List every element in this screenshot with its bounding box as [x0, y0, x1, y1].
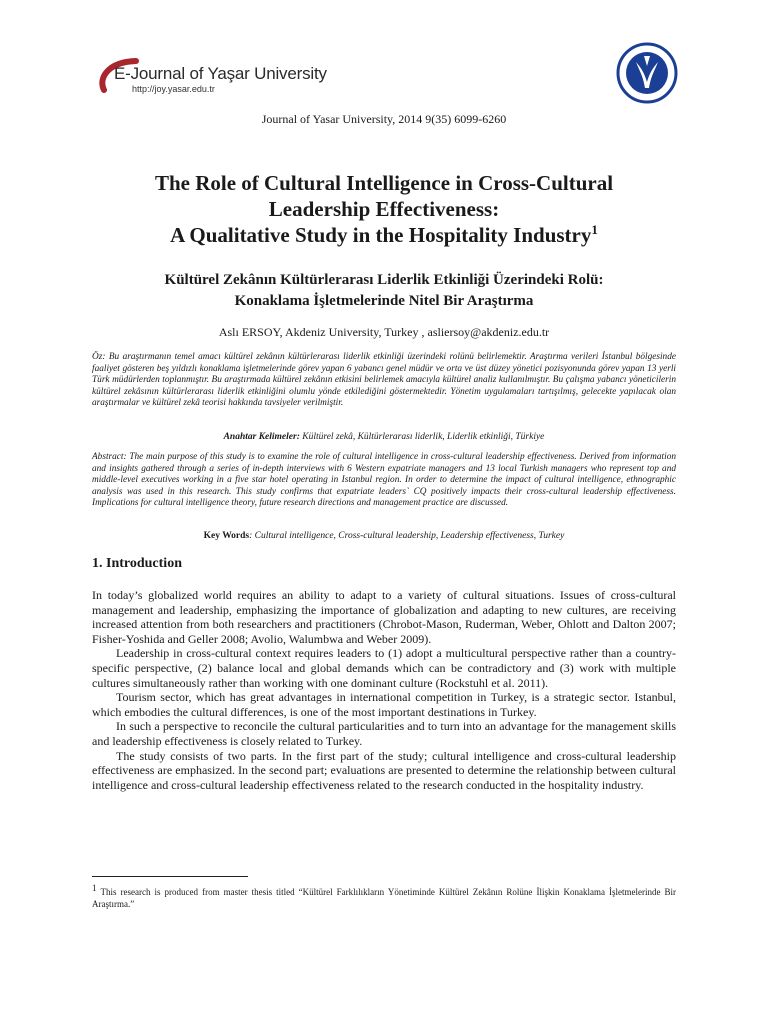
keywords-english-text: : Cultural intelligence, Cross-cultural leadership, Leadership effectiveness, Turkey — [249, 531, 565, 541]
footnote — [92, 882, 676, 910]
footnote-mark: 1 — [92, 883, 97, 893]
subtitle-line-1: Kültürel Zekânın Kültürlerarası Liderlik Etkinliği Üzerindeki Rolü: — [164, 272, 604, 288]
paper-subtitle-turkish — [80, 270, 688, 312]
logo-url: http://joy.yasar.edu.tr — [132, 84, 215, 94]
journal-reference: Journal of Yasar University, 2014 9(35) 6099-6260 — [261, 112, 507, 126]
keywords-turkish-label: Anahtar Kelimeler: — [223, 432, 300, 442]
subtitle-line-2: Konaklama İşletmelerinde Nitel Bir Araştırma — [234, 293, 534, 309]
paragraph: Leadership in cross-cultural context requires leaders to (1) adopt a multicultural perspective rather than a country-specific perspective, (2) balance local and global demands which can be contradictory and (3) work with multiple cultures simultaneously rather than working with one dominant culture (Rockstuhl et al. 2011). — [92, 646, 676, 690]
keywords-turkish — [0, 432, 768, 442]
introduction-body — [92, 588, 676, 792]
keywords-turkish-text: Kültürel zekâ, Kültürlerarası liderlik, Liderlik etkinliği, Türkiye — [299, 432, 545, 442]
paragraph: In today’s globalized world requires an ability to adapt to a variety of cultural situations. Issues of cross-cultural management and leadership, emphasizing the importance of globalization and adapting to new cultures, are receiving increased attention from both researchers and practitioners (Chrobot-Mason, Ruderman, Weber, Ohlott and Dalton 2007; Fisher-Yoshida and Geller 2008; Avolio, Walumbwa and Weber 2009). — [92, 588, 676, 646]
title-line-1: The Role of Cultural Intelligence in Cross-Cultural — [154, 171, 614, 195]
footnote-text: This research is produced from master thesis titled “Kültürel Farklılıkların Yönetiminde Kültürel Zekânın Rolüne İlişkin Konaklama İşletmelerinde Bir Araştırma.” — [92, 887, 676, 909]
title-line-2: Leadership Effectiveness: — [268, 197, 500, 221]
abstract-turkish: Öz: Bu araştırmanın temel amacı kültürel zekânın kültürlerarası liderlik etkinliği üzerindeki rolünü belirlemektir. Araştırma verileri İstanbul bölgesinde faaliyet gösteren beş yıldızlı konaklama işletmelerinde görev yapan 6 yabancı genel müdür ve orta ve üst düzey yönetici pozisyonunda görev yapan 13 yerli Türk müdürlerden toplanmıştır. Bu araştırmada kültürel zekânın etkisini belirlemek amacıyla kültürel analiz kullanılmıştır. Bu çalışma yabancı yöneticilerin kültürel zekâsının kültürlerarası liderlik etkinliğini olumlu yönde etkilediğini göstermektedir. Yönetim uygulamaları tartışılmış, gelecekte yapılacak olan araştırmalar ve kültürel zekâ teorisi hakkında tavsiyeler verilmiştir. — [92, 352, 676, 409]
paragraph: Tourism sector, which has great advantages in international competition in Turkey, is a strategic sector. Istanbul, which embodies the cultural differences, is one of the most important destinations in Turkey. — [92, 690, 676, 719]
journal-logo[interactable] — [96, 56, 327, 100]
keywords-english — [0, 531, 768, 541]
footnote-divider — [92, 876, 248, 877]
paragraph: The study consists of two parts. In the first part of the study; cultural intelligence and cross-cultural leadership effectiveness are emphasized. In the second part; evaluations are presented to determine the relationship between cultural intelligence and cross-cultural leadership effectiveness related to the research conducted in the hospitality industry. — [92, 748, 676, 792]
keywords-english-label: Key Words — [203, 531, 250, 541]
title-footnote-mark[interactable]: 1 — [591, 222, 598, 237]
author-line: Aslı ERSOY, Akdeniz University, Turkey , asliersoy@akdeniz.edu.tr — [218, 325, 550, 339]
paragraph: In such a perspective to reconcile the cultural particularities and to turn into an advantage for the management skills and leadership effectiveness is closely related to Turkey. — [92, 719, 676, 748]
title-line-3: A Qualitative Study in the Hospitality Industry$^1$ — [170, 222, 598, 247]
university-seal-icon — [616, 42, 678, 104]
logo-title: E-Journal of Yaşar University — [114, 64, 327, 83]
abstract-english: Abstract: The main purpose of this study is to examine the role of cultural intelligence in cross-cultural leadership effectiveness. Derived from information and insights gathered through a series of in-depth interviews with 6 Western expatriate managers and 13 local Turkish managers who represent top and middle-level executives working in a five star hotel operating in Istanbul region. In order to determine the impact of cultural intelligence, ethnographic analysis was used in this research. This study confirms that expatriate leaders` CQ positively impacts their cross-cultural leadership effectiveness. Implications for cultural intelligence theory, future research directions and management practice are discussed. — [92, 452, 676, 509]
paper-title — [80, 170, 688, 248]
section-heading-introduction: 1. Introduction — [92, 556, 182, 571]
